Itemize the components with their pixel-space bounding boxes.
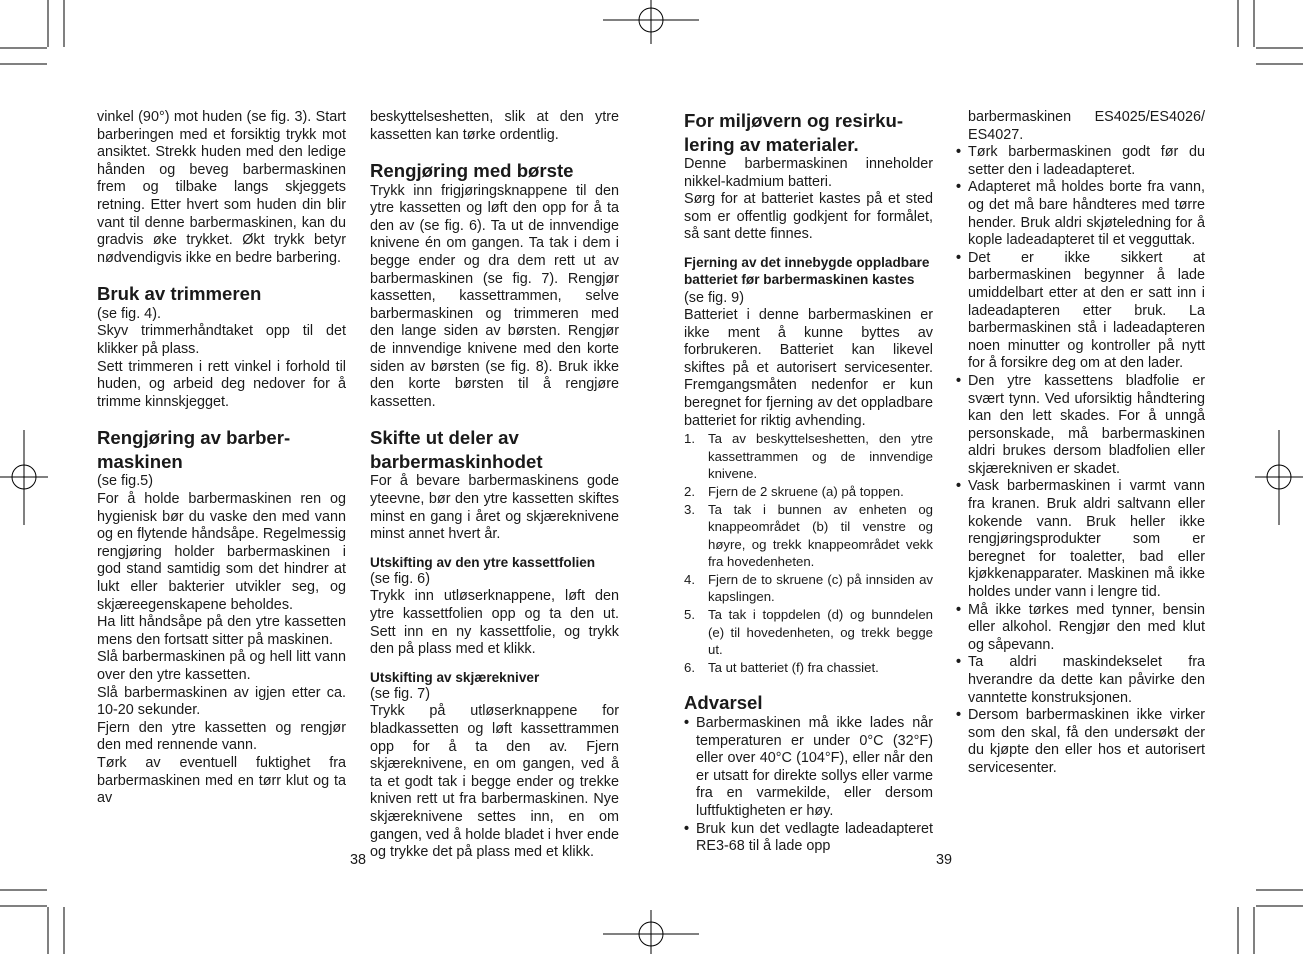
step-number: 3. [684,501,695,517]
registration-mark-left [0,430,48,525]
list-item [956,144,1205,179]
list-item [956,250,1205,373]
battery-removal-paragraph: Batteriet i denne barbermaskinen er ikke ment å kunne byttes av forbrukeren. Batteriet kan likevel skiftes på et autorisert servicesenter. Fremgangsmåten nedenfor er kun beregnet for fjerning av det oppladbare batteriet for riktig avhending. [684,306,933,429]
bullet-icon: • [684,714,690,731]
list-item [684,501,933,571]
registration-mark-bottom [603,910,699,954]
list-item [684,606,933,659]
foil-ref: (se fig. 6) [370,570,430,587]
battery-removal-title: Fjerning av det innebygde oppladbare batteriet før barbermaskinen kastes [684,254,930,287]
list-item [956,478,1205,601]
list-item [684,571,933,606]
bullet-icon: • [956,144,962,161]
intro-paragraph: vinkel (90°) mot huden (se fig. 3). Start barberingen med et forsiktig trykk mot ansiktet. Strekk huden med den ledige hånden og beveg barbermaskinen frem og tilbake langs skjeggets retning. Etter hvert som huden din blir vant til denne barbermaskinen, kan du gradvis øke trykket. Økt trykk betyr nødvendigvis ikke en bedre barbering. [97,109,346,266]
step-text: Ta ut batteriet (f) fra chassiet. [708,659,879,675]
foil-paragraph: Trykk inn utløserknappene, løft den ytre kassettfolien opp og ta den ut. Sett inn en ny kassettfolie, og trykk den på plass med et klikk. [370,588,619,658]
step-text: Ta av beskyttelseshetten, den ytre kassettrammen og de innvendige knivene. [708,431,933,482]
page-39-column-1 [684,109,933,856]
trimmer-paragraph-2: Sett trimmeren i rett vinkel i forhold til huden, og arbeid deg nedover for å trimme kinnskjegget. [97,358,346,410]
registration-mark-right [1255,430,1303,525]
cleaning-paragraph-4: Slå barbermaskinen av igjen etter ca. 10-20 sekunder. [97,684,346,719]
bullet-icon: • [956,478,962,495]
battery-removal-ref: (se fig. 9) [684,289,744,306]
list-item [956,602,1205,655]
cleaning-ref: (se fig.5) [97,473,153,490]
warning-list [684,715,933,856]
page-39-column-2 [956,109,1205,778]
list-item [956,654,1205,707]
trimmer-ref: (se fig. 4). [97,305,161,322]
bullet-icon: • [956,707,962,724]
continuation-paragraph: beskyttelseshetten, slik at den ytre kassetten kan tørke ordentlig. [370,109,619,143]
bullet-icon: • [956,179,962,196]
warning-text: Bruk kun det vedlagte ladeadapteret RE3-68 til å lade opp [696,820,933,855]
step-number: 1. [684,431,695,447]
environment-heading: For miljøvern og resirku-lering av materialer. [684,110,904,155]
battery-removal-heading [684,254,933,307]
step-number: 4. [684,571,695,587]
bullet-icon: • [956,654,962,671]
warning-text: Ta aldri maskindekselet fra hverandre da dette kan påvirke den vanntette konstruksjonen. [968,654,1205,706]
page-number-left: 38 [350,852,367,868]
warning-list-continued [956,144,1205,777]
step-text: Ta tak i toppdelen (d) og bunndelen (e) til hovedenheten, og trekk begge ut. [708,607,933,658]
step-number: 2. [684,483,695,499]
bullet-icon: • [684,820,690,837]
page-38-column-2 [370,109,619,862]
cleaning-paragraph-6: Tørk av eventuell fuktighet fra barbermaskinen med en tørr klut og ta av [97,754,346,807]
cleaning-paragraph-2: Ha litt håndsåpe på den ytre kassetten mens den fortsatt sitter på maskinen. [97,614,346,648]
step-text: Ta tak i bunnen av enheten og knappeområdet (b) til venstre og høyre, og trekk knappeområdet vekk fra hovedenheten. [708,501,933,570]
step-text: Fjern de to skruene (c) på innsiden av kapslingen. [708,571,933,605]
warning-text: Den ytre kassettens bladfolie er svært tynn. Ved uforsiktig håndtering kan den lett skades. For å unngå personskade, må barbermaskinen aldri brukes dersom bladfolien eller skjærekniven er skadet. [968,372,1205,477]
environment-paragraph-2: Sørg for at batteriet kastes på et sted som er offentlig godkjent for formålet, så sant dette finnes. [684,191,933,243]
warning-heading: Advarsel [684,692,763,714]
step-text: Fjern de 2 skruene (a) på toppen. [708,483,904,499]
list-item [956,707,1205,777]
brush-heading: Rengjøring med børste [370,160,574,182]
blade-ref: (se fig. 7) [370,685,430,702]
list-item [956,179,1205,249]
cleaning-paragraph-1: For å holde barbermaskinen ren og hygienisk bør du vaske den med vann og en flytende håndsåpe. Regelmessig rengjøring holder barbermaskinen i god stand samtidig som det hindrer at lukt eller bakterier utvikler seg, og skjæreegenskapene beholdes. [97,491,346,613]
trimmer-heading: Bruk av trimmeren [97,283,262,305]
list-item [684,483,933,501]
page-38-column-1 [97,109,346,808]
blade-paragraph: Trykk på utløserknappene for bladkassetten og løft kassettrammen opp for å ta den av. Fjern skjæreknivene, en om gangen, ved å ta et godt tak i begge ender og trekke kniven rett ut fra barbermaskinen. Nye skjæreknivene settes inn, en om gangen, ved å holde bladet i hver ende og trykke det på plass med et klikk. [370,703,619,861]
cleaning-heading: Rengjøring av barber-maskinen [97,427,291,472]
foil-subheading: Utskifting av den ytre kassettfolien [370,554,596,570]
bullet-icon: • [956,601,962,618]
warning-text: Tørk barbermaskinen godt før du setter den i ladeadapteret. [968,144,1205,178]
blade-subheading: Utskifting av skjærekniver [370,669,540,685]
replace-parts-heading: Skifte ut deler av barbermaskinhodet [370,427,543,472]
list-item [684,430,933,483]
registration-mark-top [603,0,699,44]
page-number-right: 39 [936,852,953,868]
environment-paragraph-1: Denne barbermaskinen inneholder nikkel-kadmium batteri. [684,156,933,190]
warning-text: Må ikke tørkes med tynner, bensin eller alkohol. Rengjør den med klut og såpevann. [968,601,1205,653]
trimmer-paragraph-1: Skyv trimmerhåndtaket opp til det klikker på plass. [97,323,346,358]
list-item [684,821,933,856]
brush-paragraph: Trykk inn frigjøringsknappene til den ytre kassetten og løft den opp for å ta den av (se fig. 6). Ta ut de innvendige knivene én om gangen. Ta tak i dem i begge ender og dra dem rett ut av barbermaskinen (se fig. 7). Rengjør kassetten, kassettrammen, selve barbermaskinen og trimmeren med den lange siden av børsten. Rengjør de innvendige knivene med den korte siden av børsten (se fig. 8). Bruk ikke den korte børsten til å rengjøre kassetten. [370,182,619,410]
removal-steps-list [684,430,933,676]
warning-text: Vask barbermaskinen i varmt vann fra kranen. Bruk aldri saltvann eller kokende vann. Bruk heller ikke rengjøringsprodukter som er beregnet for toaletter, bad eller kjøkkenapparater. Maskinen må ikke holdes under vann i lengre tid. [968,478,1205,601]
cleaning-paragraph-3: Slå barbermaskinen på og hell litt vann over den ytre kassetten. [97,649,346,683]
bullet-icon: • [956,372,962,389]
continuation-paragraph: barbermaskinen ES4025/ES4026/ ES4027. [968,109,1205,143]
list-item [684,715,933,821]
warning-text: Dersom barbermaskinen ikke virker som den skal, få den undersøkt der du kjøpte den eller hos et autorisert servicesenter. [968,707,1205,776]
step-number: 5. [684,607,695,623]
list-item [956,373,1205,479]
warning-text: Barbermaskinen må ikke lades når temperaturen er under 0°C (32°F) eller over 40°C (104°F), eller når den er utsatt for direkte sollys eller varme fra en varmekilde, eller dersom luftfuktigheten er høy. [696,714,933,819]
list-item [684,659,933,677]
cleaning-paragraph-5: Fjern den ytre kassetten og rengjør den med rennende vann. [97,719,346,754]
step-number: 6. [684,659,695,675]
bullet-icon: • [956,249,962,266]
warning-text: Det er ikke sikkert at barbermaskinen begynner å lade umiddelbart etter at den er satt inn i ladeadapteren etter bruk. La barbermaskinen stå i ladeadapteren noen minutter og kontroller på nytt for å forsikre deg om at den lader. [968,249,1205,372]
warning-text: Adapteret må holdes borte fra vann, og det må bare håndteres med tørre hender. Bruk aldri skjøteledning for å kople ladeadapteret til et vegguttak. [968,179,1205,249]
replace-parts-paragraph: For å bevare barbermaskinens gode yteevne, bør den ytre kassetten skiftes minst en gang i året og skjæreknivene minst annet hvert år. [370,473,619,543]
